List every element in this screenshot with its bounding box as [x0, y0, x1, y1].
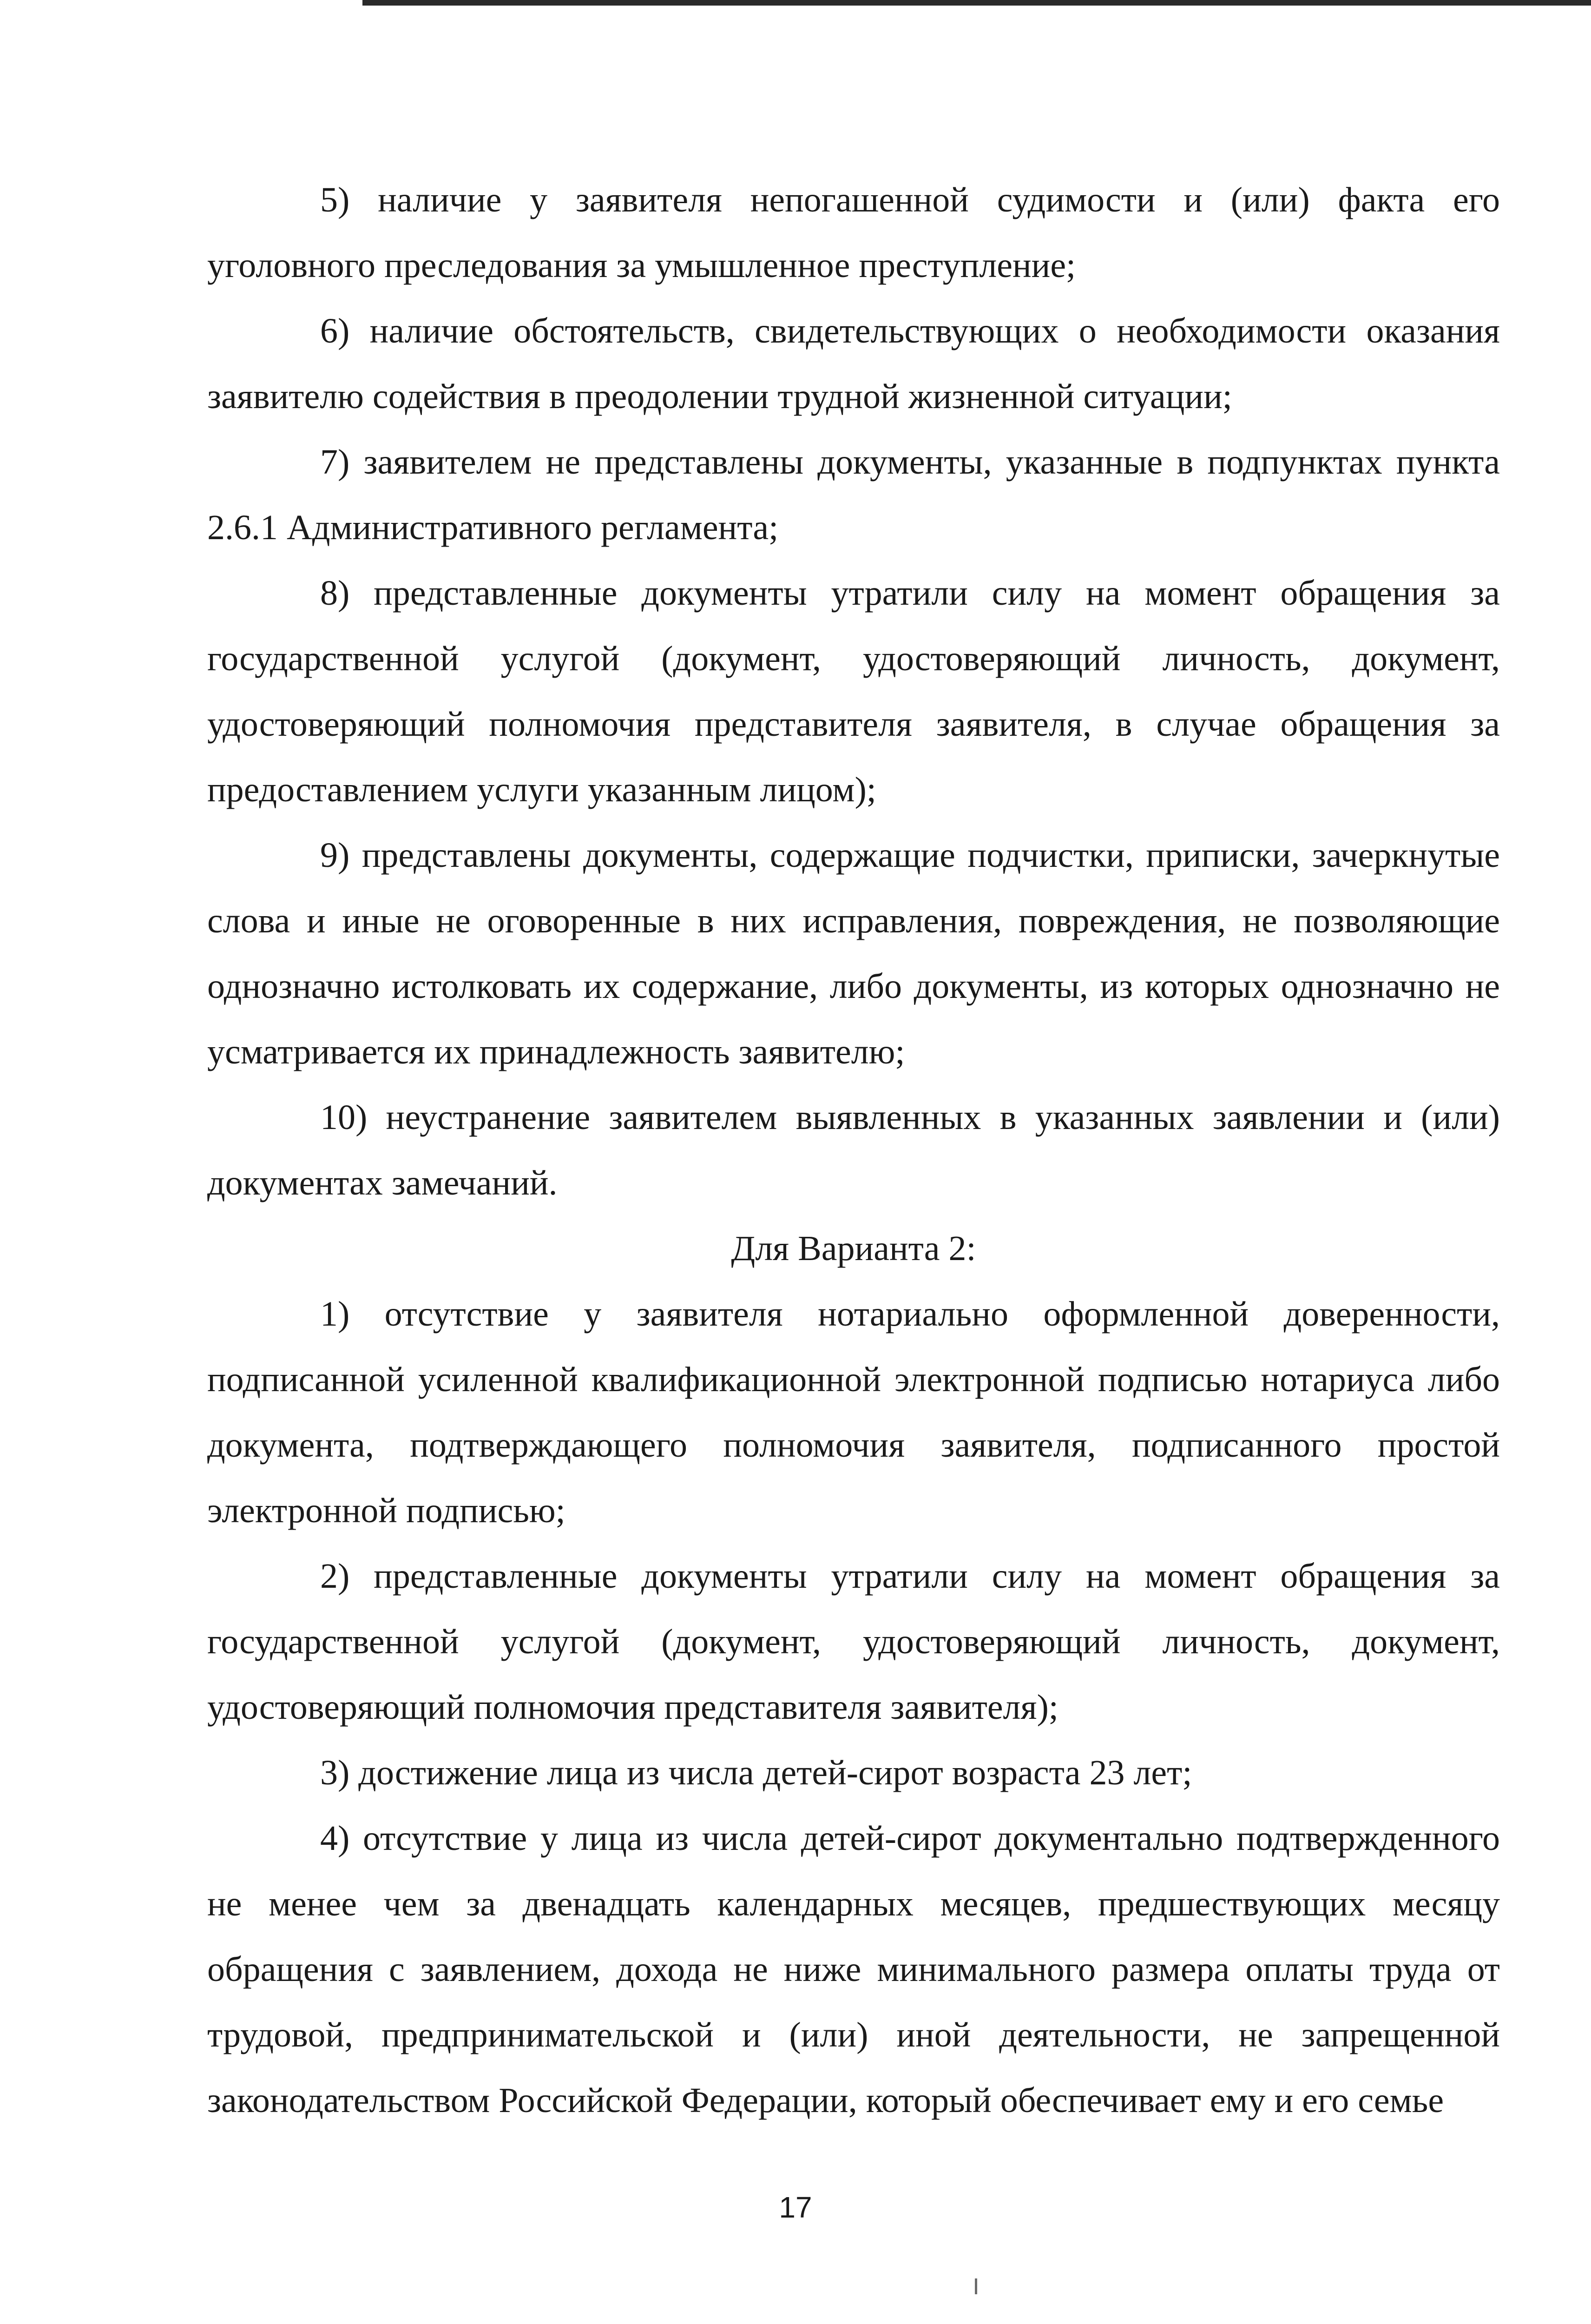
paragraph-item-7: 7) заявителем не представлены документы, указанные в подпунктах пункта 2.6.1 Административного регламента; — [207, 442, 1500, 547]
document-body — [207, 167, 1500, 2133]
paragraph-item-8: 8) представленные документы утратили силу на момент обращения за государственной услугой (документ, удостоверяющий личность, документ, удостоверяющий полномочия представителя заявителя, в случае обращения за предоставлением услуги указанным лицом); — [207, 574, 1500, 809]
paragraph-item-10: 10) неустранение заявителем выявленных в указанных заявлении и (или) документах замечаний. — [207, 1098, 1500, 1202]
paragraph-item-5: 5) наличие у заявителя непогашенной судимости и (или) факта его уголовного преследования за умышленное преступление; — [207, 180, 1500, 285]
page-number: 17 — [779, 2191, 812, 2224]
paragraph-variant2-item-4: 4) отсутствие у лица из числа детей-сирот документально подтвержденного не менее чем за двенадцать календарных месяцев, предшествующих месяцу обращения с заявлением, дохода не ниже минимального размера оплаты труда от трудовой, предпринимательской и (или) иной деятельности, не запрещенной законодательством Российской Федерации, который обеспечивает ему и его семье — [207, 1819, 1500, 2120]
paragraph-variant2-item-1: 1) отсутствие у заявителя нотариально оформленной доверенности, подписанной усиленной квалификационной электронной подписью нотариуса либо документа, подтверждающего полномочия заявителя, подписанного простой электронной подписью; — [207, 1294, 1500, 1530]
scan-artifact — [975, 2278, 977, 2294]
scan-top-edge — [362, 0, 1591, 6]
section-heading-variant-2: Для Варианта 2: — [731, 1229, 976, 1268]
paragraph-item-9: 9) представлены документы, содержащие подчистки, приписки, зачеркнутые слова и иные не оговоренные в них исправления, повреждения, не позволяющие однозначно истолковать их содержание, либо документы, из которых однозначно не усматривается их принадлежность заявителю; — [207, 836, 1500, 1071]
paragraph-variant2-item-2: 2) представленные документы утратили силу на момент обращения за государственной услугой (документ, удостоверяющий личность, документ, удостоверяющий полномочия представителя заявителя); — [207, 1557, 1500, 1727]
paragraph-item-6: 6) наличие обстоятельств, свидетельствующих о необходимости оказания заявителю содействия в преодолении трудной жизненной ситуации; — [207, 311, 1500, 416]
paragraph-variant2-item-3: 3) достижение лица из числа детей-сирот возраста 23 лет; — [320, 1753, 1192, 1792]
